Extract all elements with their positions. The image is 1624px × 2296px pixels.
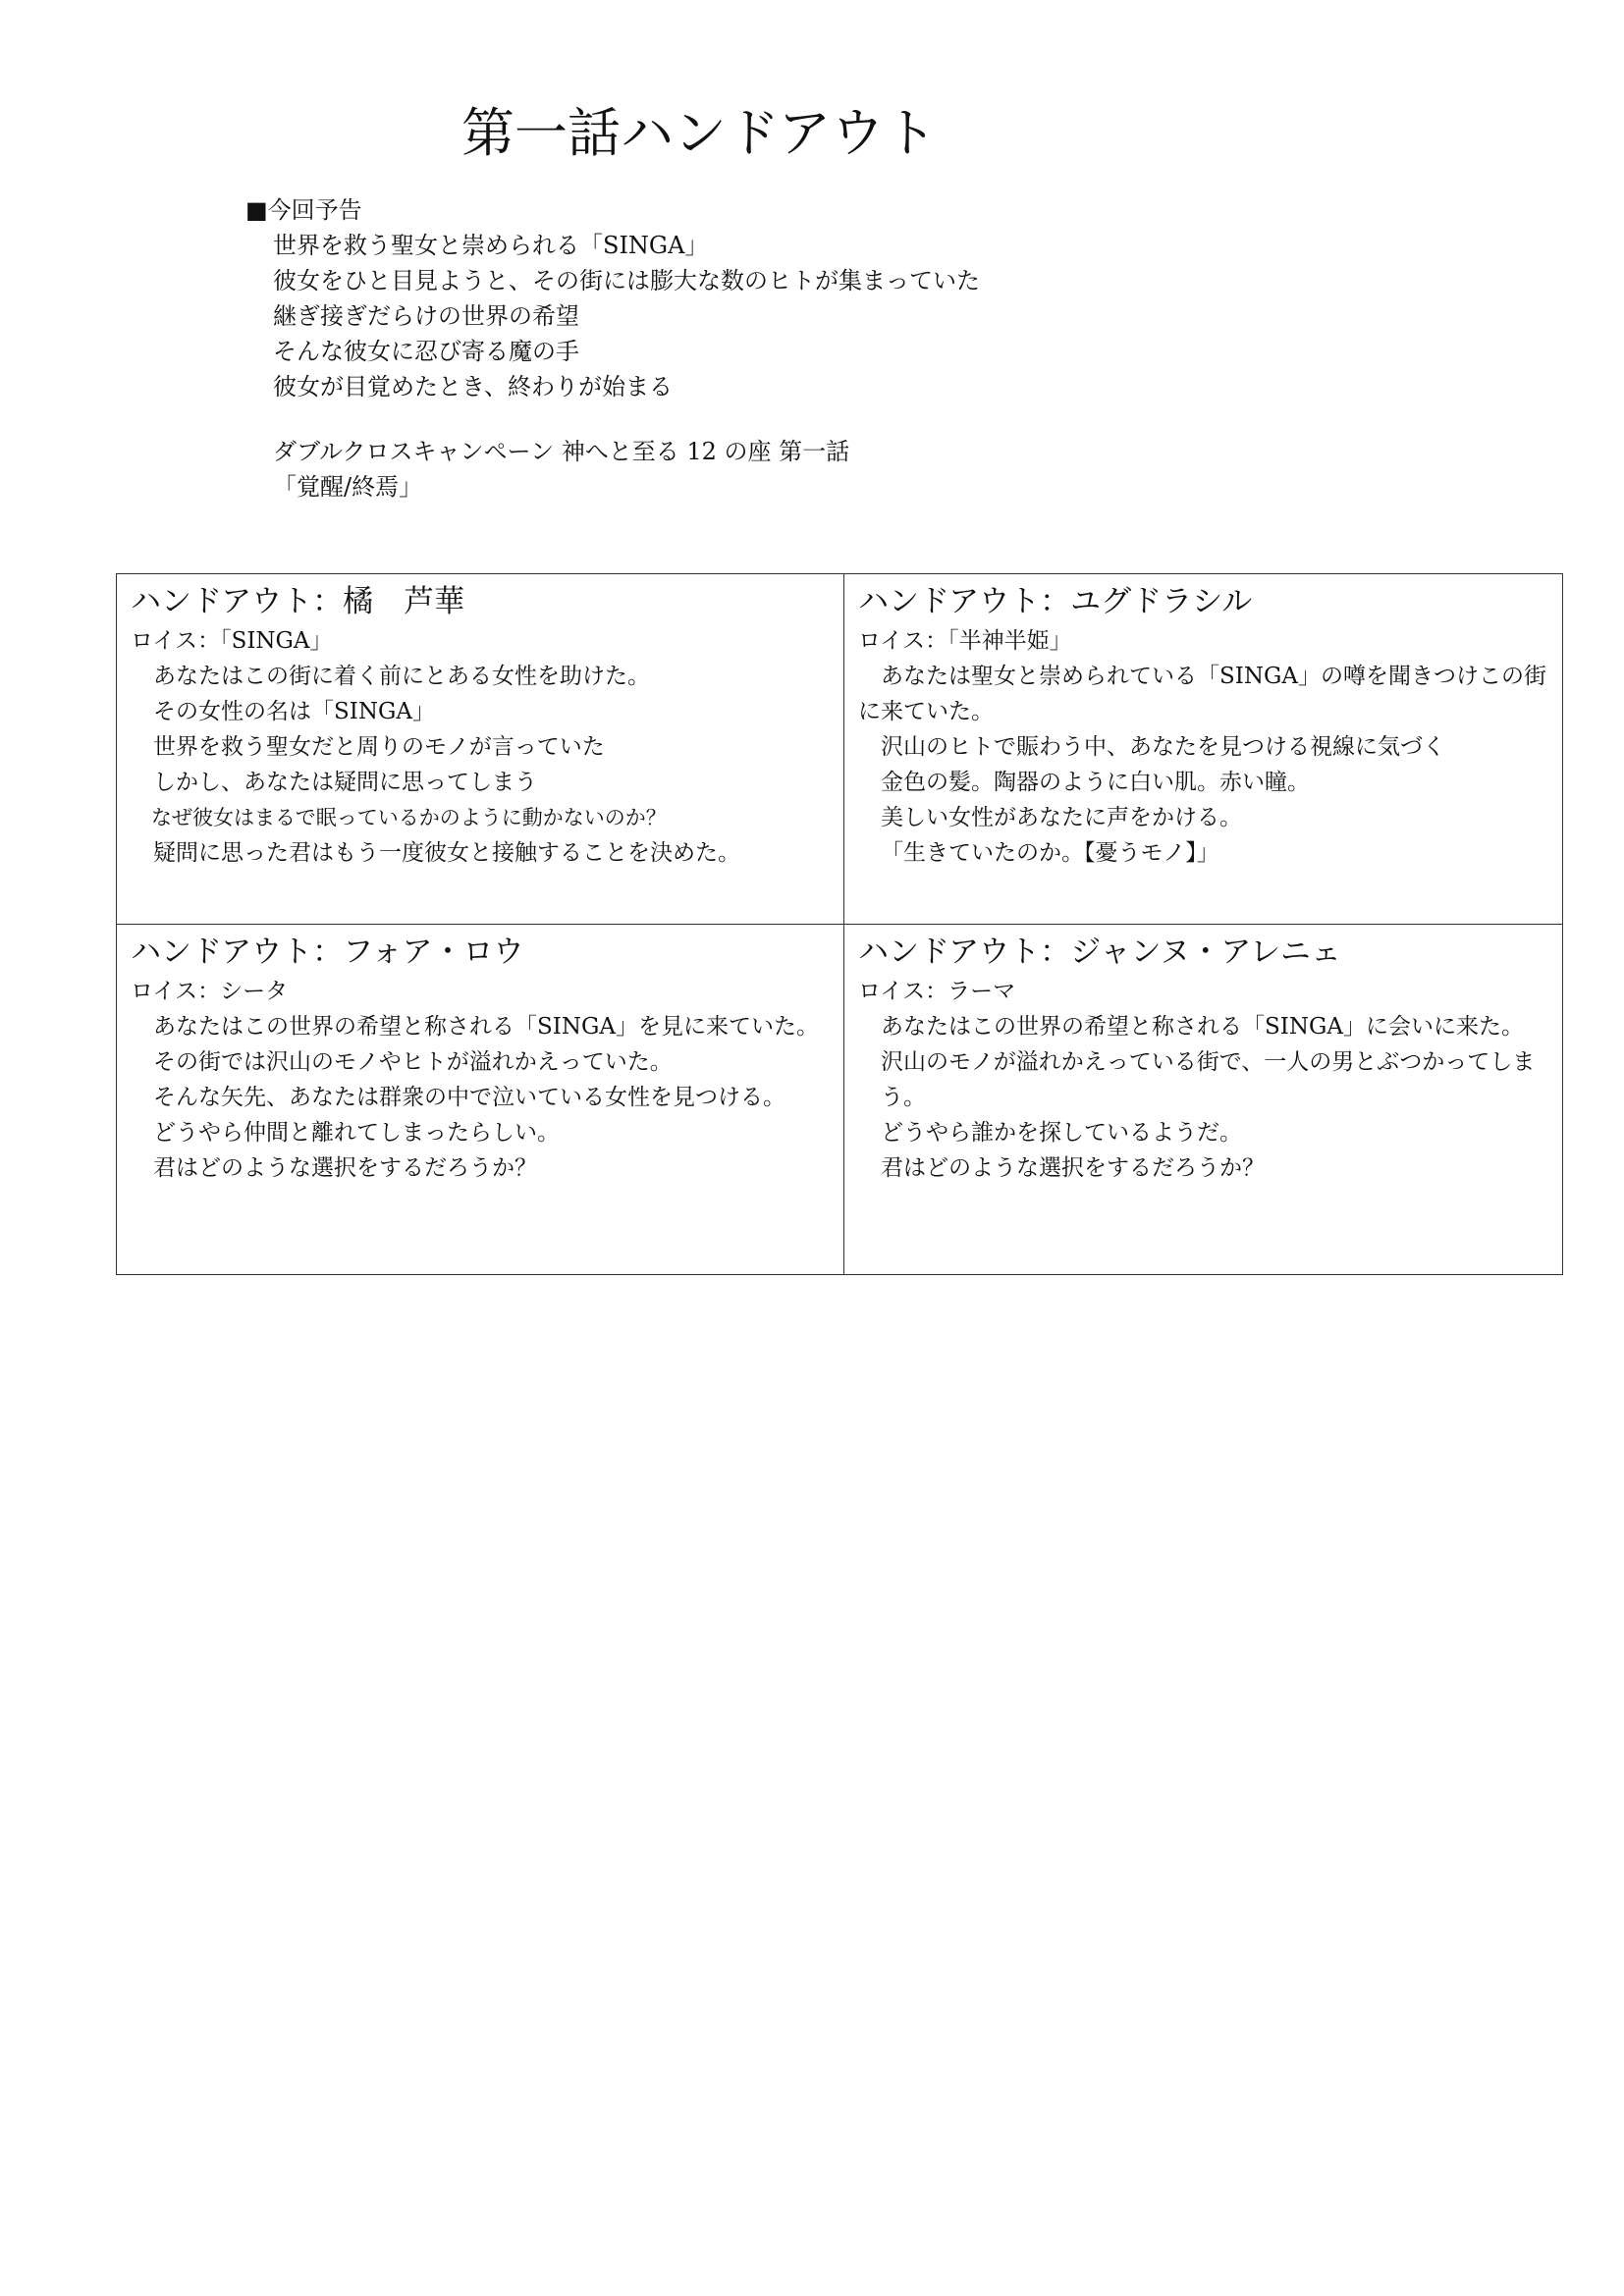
handout-lois: ロイス：シータ [131,979,289,1004]
campaign-title: ダブルクロスキャンペーン 神へと至る 12 の座 第一話 [273,438,850,465]
handout-paragraph: そんな矢先、あなたは群衆の中で泣いている女性を見つける。 [153,1085,785,1110]
handout-table [116,573,1563,1275]
handout-title: ハンドアウト：フォア・ロウ [131,934,524,970]
handout-body [858,659,1548,871]
handout-cell [117,574,844,925]
handout-paragraph: 美しい女性があなたに声をかける。 [881,805,1242,830]
handout-title: ハンドアウト：橘 芦華 [131,584,465,619]
handout-paragraph: どうやら仲間と離れてしまったらしい。 [153,1120,560,1146]
handout-paragraph: あなたは聖女と崇められている「SINGA」の噂を聞きつけこの街に来ていた。 [858,664,1546,724]
preview-line: 彼女をひと目見ようと、その街には膨大な数のヒトが集まっていた [273,267,980,294]
handout-paragraph: 君はどのような選択をするだろうか？ [881,1155,1265,1181]
handout-row [117,574,1563,925]
handout-body [131,1009,830,1186]
preview-section [245,192,1326,505]
handout-title: ハンドアウト：ジャンヌ・アレニェ [858,934,1341,970]
preview-line: 彼女が目覚めたとき、終わりが始まる [273,373,674,400]
handout-lois: ロイス：「SINGA」 [131,628,333,654]
handout-lois: ロイス：「半神半姫」 [858,628,1072,654]
page-title: 第一話ハンドアウト [461,102,938,164]
handout-paragraph: 沢山のモノが溢れかえっている街で、一人の男とぶつかってしまう。 [881,1049,1536,1110]
episode-title: 「覚醒/終焉」 [273,473,423,501]
handout-title: ハンドアウト：ユグドラシル [858,584,1253,619]
handout-body [131,659,830,871]
handout-paragraph: その街では沢山のモノやヒトが溢れかえっていた。 [153,1049,673,1075]
preview-line: そんな彼女に忍び寄る魔の手 [273,338,579,365]
handout-lois: ロイス：ラーマ [858,979,1016,1004]
handout-paragraph: しかし、あなたは疑問に思ってしまう [153,770,537,795]
handout-paragraph: その女性の名は「SINGA」 [153,699,435,724]
spacer [245,404,1326,434]
handout-paragraph: どうやら誰かを探しているようだ。 [881,1120,1242,1146]
preview-line: 世界を救う聖女と崇められる「SINGA」 [273,232,709,259]
handout-paragraph: 沢山のヒトで賑わう中、あなたを見つける視線に気づく [881,734,1445,760]
handout-paragraph: あなたはこの街に着く前にとある女性を助けた。 [153,664,650,689]
handout-paragraph: あなたはこの世界の希望と称される「SINGA」を見に来ていた。 [153,1014,819,1040]
handout-paragraph: あなたはこの世界の希望と称される「SINGA」に会いに来た。 [881,1014,1524,1040]
handout-paragraph: なぜ彼女はまるで眠っているかのように動かないのか？ [151,806,667,829]
handout-paragraph: 君はどのような選択をするだろうか？ [153,1155,537,1181]
handout-paragraph: 「生きていたのか。【憂うモノ】」 [881,840,1219,866]
handout-paragraph: 世界を救う聖女だと周りのモノが言っていた [153,734,605,760]
handout-cell [117,925,844,1275]
handout-paragraph: 疑問に思った君はもう一度彼女と接触することを決めた。 [153,840,740,866]
handout-row [117,925,1563,1275]
preview-line: 継ぎ接ぎだらけの世界の希望 [273,302,579,330]
handout-cell [844,925,1563,1275]
handout-cell [844,574,1563,925]
preview-heading: ■今回予告 [245,196,362,224]
handout-paragraph: 金色の髪。陶器のように白い肌。赤い瞳。 [881,770,1310,795]
handout-body [858,1009,1548,1186]
